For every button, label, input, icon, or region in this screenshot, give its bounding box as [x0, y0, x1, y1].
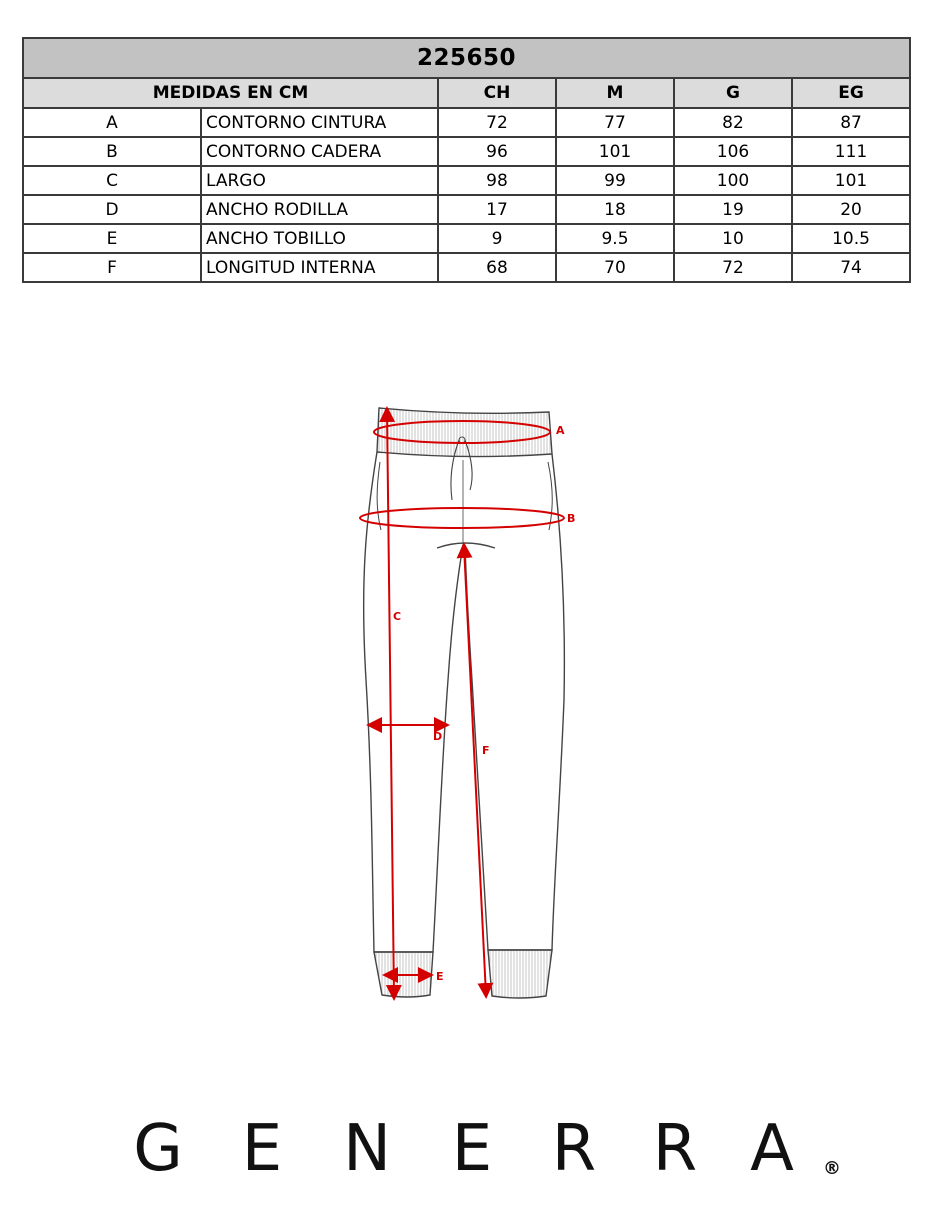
logo-letter: R	[652, 1112, 698, 1186]
measure-label: LARGO	[201, 166, 438, 195]
table-row	[23, 224, 910, 253]
label-b: B	[567, 512, 576, 525]
generra-logo	[122, 1108, 842, 1188]
value-eg: 101	[792, 166, 910, 195]
table-row	[23, 137, 910, 166]
value-m: 77	[556, 108, 674, 137]
logo-letter: N	[343, 1112, 391, 1186]
logo-letter: R	[551, 1112, 597, 1186]
measure-code: C	[23, 166, 201, 195]
value-m: 70	[556, 253, 674, 282]
table-title-row	[23, 38, 910, 78]
value-m: 99	[556, 166, 674, 195]
value-eg: 74	[792, 253, 910, 282]
label-c: C	[393, 610, 402, 623]
table-row	[23, 108, 910, 137]
value-ch: 98	[438, 166, 556, 195]
measure-code: B	[23, 137, 201, 166]
value-g: 82	[674, 108, 792, 137]
right-cuff	[488, 950, 552, 998]
size-header-m: M	[556, 78, 674, 108]
value-ch: 17	[438, 195, 556, 224]
left-pocket	[377, 462, 381, 530]
size-header-eg: EG	[792, 78, 910, 108]
measure-label: LONGITUD INTERNA	[201, 253, 438, 282]
waistband-shape	[377, 408, 552, 457]
style-number: 225650	[23, 38, 910, 78]
value-m: 18	[556, 195, 674, 224]
table-row	[23, 166, 910, 195]
inseam-measure-arrow	[464, 546, 486, 995]
value-m: 9.5	[556, 224, 674, 253]
size-header-ch: CH	[438, 78, 556, 108]
value-g: 72	[674, 253, 792, 282]
value-eg: 111	[792, 137, 910, 166]
measure-label: ANCHO TOBILLO	[201, 224, 438, 253]
length-measure-arrow	[387, 410, 394, 997]
pants-measurement-diagram	[340, 395, 600, 1015]
value-m: 101	[556, 137, 674, 166]
label-e: E	[436, 970, 444, 983]
label-f: F	[482, 744, 490, 757]
measure-label: CONTORNO CINTURA	[201, 108, 438, 137]
label-d: D	[433, 730, 443, 743]
value-eg: 10.5	[792, 224, 910, 253]
registered-mark: ®	[823, 1158, 841, 1179]
label-a: A	[556, 424, 565, 437]
value-ch: 9	[438, 224, 556, 253]
hip-measure-ring	[360, 508, 564, 528]
table-header-row	[23, 78, 910, 108]
size-header-g: G	[674, 78, 792, 108]
logo-letter: E	[241, 1112, 283, 1186]
value-eg: 20	[792, 195, 910, 224]
table-row	[23, 253, 910, 282]
measurements-header: MEDIDAS EN CM	[23, 78, 438, 108]
right-pocket	[548, 462, 552, 530]
crotch-curve	[437, 543, 495, 548]
measure-code: A	[23, 108, 201, 137]
measure-label: CONTORNO CADERA	[201, 137, 438, 166]
measure-code: D	[23, 195, 201, 224]
value-g: 100	[674, 166, 792, 195]
value-g: 10	[674, 224, 792, 253]
value-g: 106	[674, 137, 792, 166]
measure-label: ANCHO RODILLA	[201, 195, 438, 224]
value-ch: 68	[438, 253, 556, 282]
size-chart-table	[22, 37, 911, 283]
table-row	[23, 195, 910, 224]
measure-code: E	[23, 224, 201, 253]
logo-letter: G	[133, 1112, 183, 1186]
logo-letter: E	[451, 1112, 493, 1186]
value-ch: 96	[438, 137, 556, 166]
logo-letter: A	[750, 1112, 794, 1186]
value-eg: 87	[792, 108, 910, 137]
value-g: 19	[674, 195, 792, 224]
measure-code: F	[23, 253, 201, 282]
value-ch: 72	[438, 108, 556, 137]
measurement-guides	[360, 410, 564, 997]
